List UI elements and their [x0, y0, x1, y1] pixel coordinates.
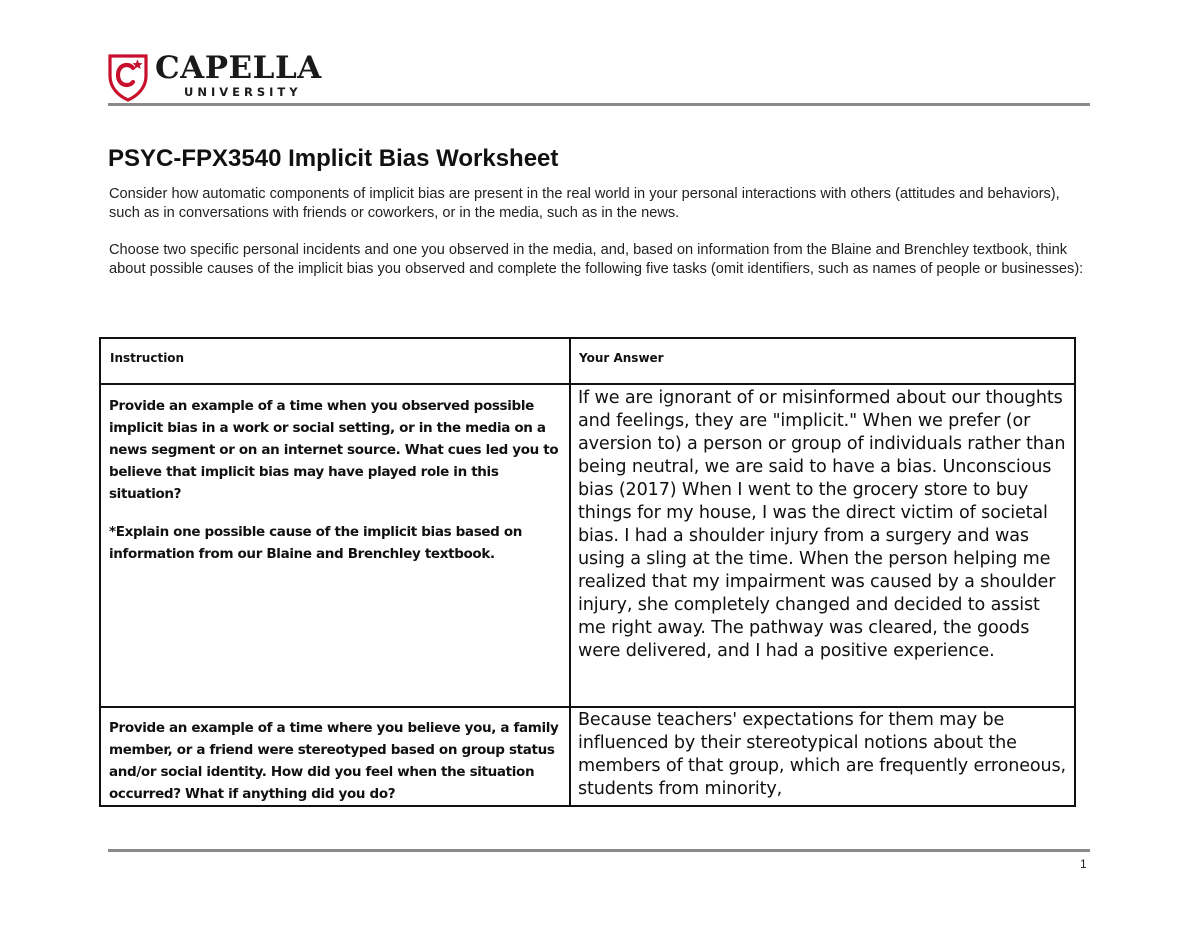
intro-paragraph-2: Choose two specific personal incidents and one you observed in the media, and, based on information from the Blaine and Brenchley textbook, think about possible causes of the implicit bias you observed and complete the following five tasks (omit identifiers, such as names of people or businesses):: [109, 242, 1084, 277]
capella-shield-icon: [107, 52, 149, 102]
worksheet-title: PSYC-FPX3540 Implicit Bias Worksheet: [108, 145, 559, 172]
instruction-column-header: Instruction: [100, 338, 570, 384]
logo-wordmark: CAPELLA: [155, 50, 322, 86]
page-number: 1: [1080, 857, 1087, 871]
intro-paragraph-1: Consider how automatic components of implicit bias are present in the real world in your personal interactions with others (attitudes and behaviors), such as in conversations with friends or coworkers, or in the media, such as in the news.: [109, 186, 1060, 221]
instruction-note: *Explain one possible cause of the implicit bias based on information from our Blaine and Brenchley textbook.: [109, 524, 523, 562]
instruction-text: Provide an example of a time where you believe you, a family member, or a friend were stereotyped based on group status and/or social identity. How did you feel when the situation occurred? What if anything did you do?: [109, 720, 559, 802]
table-header-row: [100, 338, 1075, 384]
instruction-text: Provide an example of a time when you observed possible implicit bias in a work or social setting, or in the media on a news segment or on an internet source. What cues led you to believe that implicit bias may have played role in this situation?: [109, 398, 559, 502]
logo-subtitle: UNIVERSITY: [184, 85, 302, 99]
footer-divider: [108, 849, 1090, 852]
table-row: [100, 707, 1075, 806]
answer-column-header: Your Answer: [570, 338, 1075, 384]
answer-cell[interactable]: Because teachers' expectations for them may be influenced by their stereotypical notions about the members of that group, which are frequently erroneous, students from minority,: [570, 707, 1075, 806]
answer-cell[interactable]: If we are ignorant of or misinformed about our thoughts and feelings, they are "implicit." When we prefer (or aversion to) a person or group of individuals rather than being neutral, we are said to have a bias. Unconscious bias (2017) When I went to the grocery store to buy things for my house, I was the direct victim of societal bias. I had a shoulder injury from a surgery and was using a sling at the time. When the person helping me realized that my impairment was caused by a shoulder injury, she completely changed and decided to assist me right away. The pathway was cleared, the goods were delivered, and I had a positive experience.: [570, 384, 1075, 707]
table-row: [100, 384, 1075, 707]
instruction-cell: [100, 707, 570, 806]
worksheet-table: [99, 337, 1076, 807]
capella-logo: [107, 52, 322, 104]
instruction-cell: [100, 384, 570, 707]
header-divider: [108, 103, 1090, 106]
